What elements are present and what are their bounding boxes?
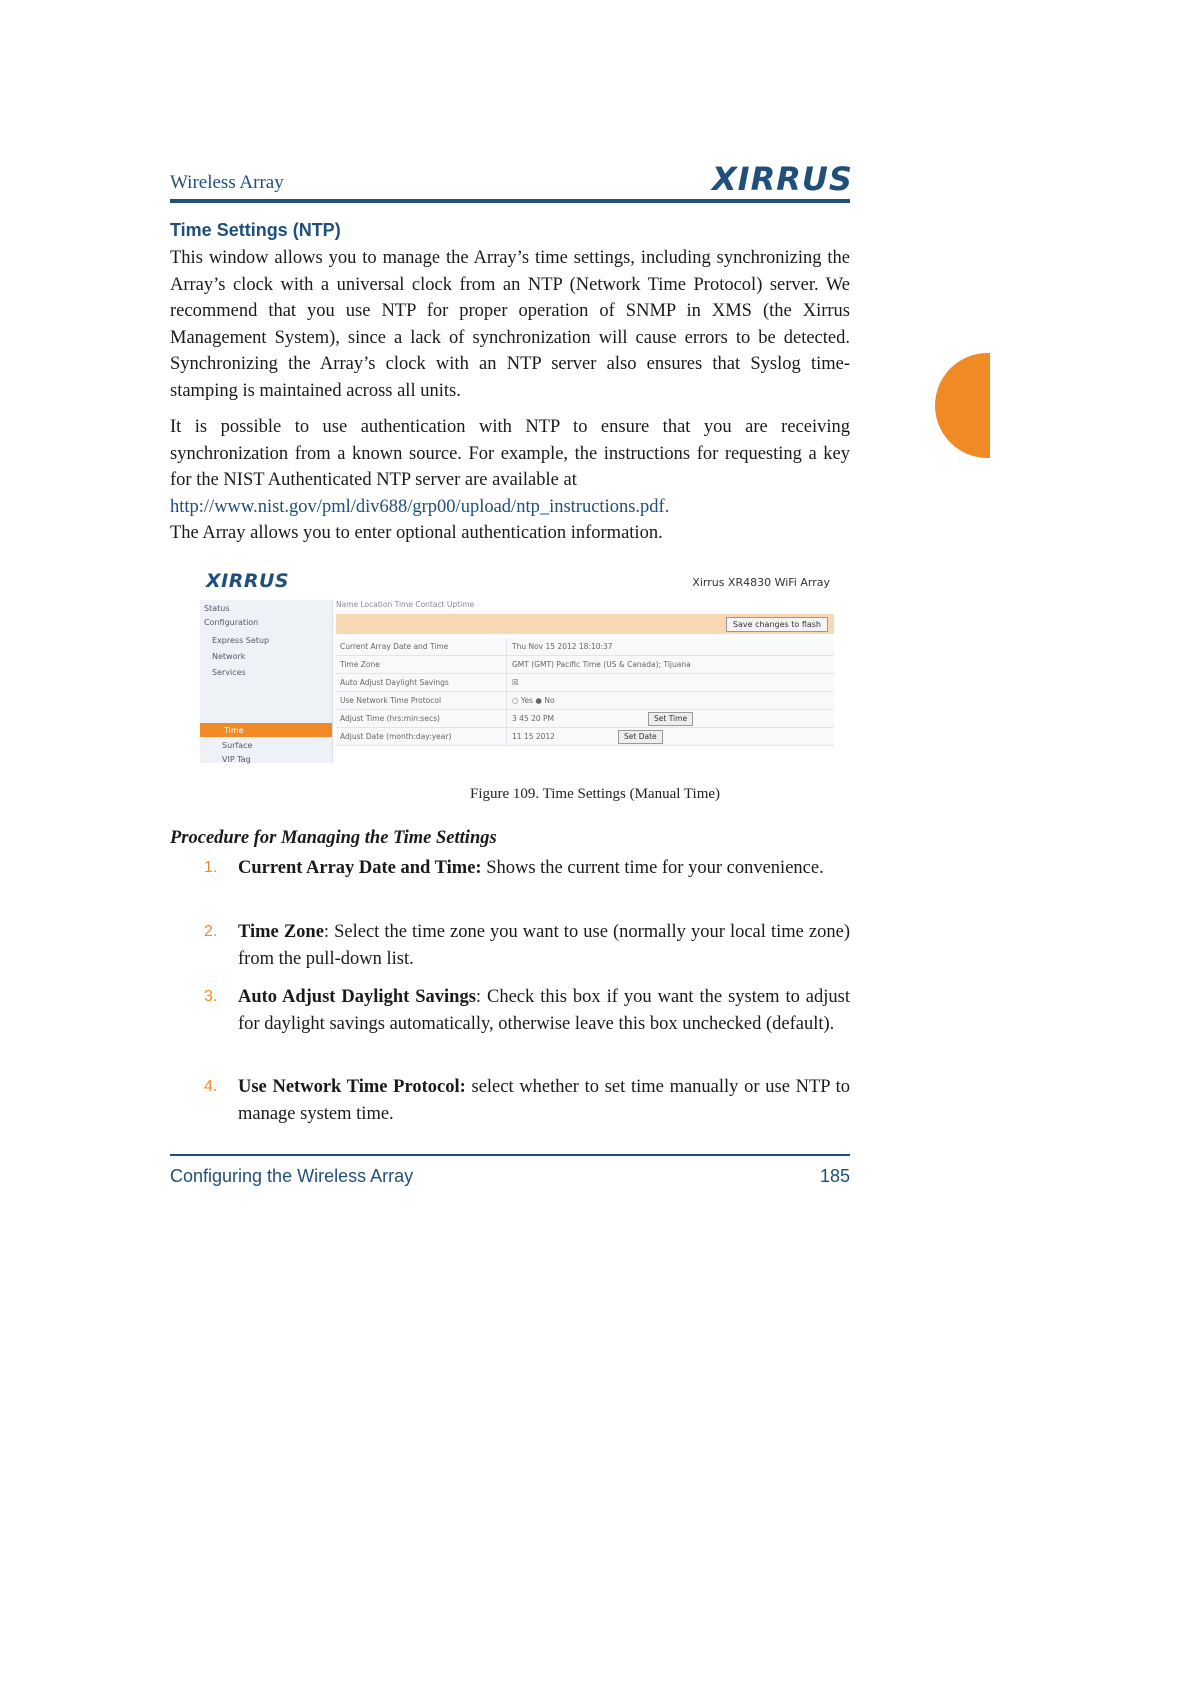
figure-nav-item[interactable]: Services bbox=[212, 668, 246, 677]
daylight-checkbox[interactable]: ☒ bbox=[512, 678, 519, 687]
step-text: : Check this box if you want the system to adjust for daylight savings automatically, otherwise leave this box unchecked (default). bbox=[238, 987, 850, 1034]
table-row bbox=[336, 674, 834, 692]
step-term: Use Network Time Protocol: bbox=[238, 1077, 466, 1097]
step-term: Time Zone bbox=[238, 922, 324, 942]
set-time-button[interactable]: Set Time bbox=[648, 712, 693, 726]
figure-nav-item[interactable]: Network bbox=[212, 652, 246, 661]
footer-chapter: Configuring the Wireless Array bbox=[170, 1166, 414, 1186]
step-text: : Select the time zone you want to use (normally your local time zone) from the pull-down list. bbox=[238, 922, 850, 969]
table-row bbox=[336, 710, 834, 728]
row-label: Time Zone bbox=[340, 660, 380, 669]
procedure-step bbox=[204, 1074, 850, 1127]
figure-status-strip: Name Location Time Contact Uptime bbox=[336, 600, 475, 609]
procedure-title: Procedure for Managing the Time Settings bbox=[170, 828, 497, 848]
step-number: 1. bbox=[204, 859, 218, 876]
auth-paragraph bbox=[170, 414, 850, 547]
set-date-button[interactable]: Set Date bbox=[618, 730, 663, 744]
running-header-title: Wireless Array bbox=[170, 172, 284, 193]
figure-caption: Figure 109. Time Settings (Manual Time) bbox=[469, 786, 721, 802]
auth-paragraph-end: The Array allows you to enter optional authentication information. bbox=[170, 523, 663, 543]
row-value: Thu Nov 15 2012 18:10:37 bbox=[512, 642, 613, 651]
intro-paragraph: This window allows you to manage the Array’s time settings, including synchronizing the Array’s clock with a universal clock from an NTP (Network Time Protocol) server. We recommend that you use NTP for proper operation of SNMP in XMS (the Xirrus Management System), since a lack of synchronization will cause errors to be detected. Synchronizing the Array’s clock with an NTP server also ensures that Syslog time-stamping is maintained across all units. bbox=[170, 248, 850, 401]
ntp-instructions-link[interactable]: http://www.nist.gov/pml/div688/grp00/upload/ntp_instructions.pdf. bbox=[170, 496, 670, 517]
row-label: Adjust Date (month:day:year) bbox=[340, 732, 452, 741]
date-inputs[interactable]: 11 15 2012 bbox=[512, 732, 555, 741]
step-number: 4. bbox=[204, 1078, 218, 1095]
figure-nav-item-selected[interactable]: Time bbox=[224, 726, 244, 735]
figure-nav-item[interactable]: Configuration bbox=[204, 618, 259, 627]
time-inputs[interactable]: 3 45 20 PM bbox=[512, 714, 555, 723]
procedure-step bbox=[204, 984, 850, 1037]
row-label: Current Array Date and Time bbox=[340, 642, 449, 651]
figure-nav-selected-highlight bbox=[200, 723, 332, 737]
table-row bbox=[336, 728, 834, 746]
step-term: Current Array Date and Time: bbox=[238, 858, 482, 878]
figure-nav-item[interactable]: Status bbox=[204, 604, 230, 613]
table-row bbox=[336, 656, 834, 674]
step-number: 2. bbox=[204, 923, 218, 940]
table-row bbox=[336, 638, 834, 656]
step-text: Shows the current time for your convenience. bbox=[481, 858, 824, 878]
step-number: 3. bbox=[204, 988, 218, 1005]
page-number: 185 bbox=[819, 1166, 850, 1186]
xirrus-logo: XIRRUS bbox=[712, 160, 853, 198]
figure-xirrus-logo: XIRRUS bbox=[206, 570, 290, 592]
header-rule bbox=[170, 199, 850, 203]
ntp-radio-group[interactable]: ○ Yes ● No bbox=[512, 696, 555, 705]
figure-nav-item[interactable]: Surface bbox=[222, 741, 253, 750]
step-text: select whether to set time manually or use NTP to manage system time. bbox=[238, 1077, 850, 1124]
figure-nav-item[interactable]: Express Setup bbox=[212, 636, 270, 645]
auth-paragraph-text: It is possible to use authentication with NTP to ensure that you are receiving synchronization from a known source. For example, the instructions for requesting a key for the NIST Authenticated NTP server are available at bbox=[170, 417, 850, 490]
row-label: Adjust Time (hrs:min:secs) bbox=[340, 714, 440, 723]
figure-settings-table bbox=[336, 638, 834, 746]
section-title: Time Settings (NTP) bbox=[170, 220, 341, 240]
figure-product-name: Xirrus XR4830 WiFi Array bbox=[692, 576, 830, 589]
step-term: Auto Adjust Daylight Savings bbox=[238, 987, 476, 1007]
figure-screenshot bbox=[200, 570, 836, 765]
save-to-flash-button[interactable]: Save changes to flash bbox=[726, 617, 828, 632]
table-row bbox=[336, 692, 834, 710]
figure-nav-panel bbox=[200, 600, 333, 763]
procedure-step bbox=[204, 919, 850, 972]
figure-action-bar bbox=[336, 614, 834, 634]
row-label: Use Network Time Protocol bbox=[340, 696, 442, 705]
footer-rule bbox=[170, 1154, 850, 1156]
chapter-tab bbox=[935, 353, 990, 458]
time-zone-select[interactable]: GMT (GMT) Pacific Time (US & Canada); Tijuana bbox=[512, 660, 691, 669]
figure-nav-item[interactable]: VIP Tag bbox=[222, 755, 251, 764]
row-label: Auto Adjust Daylight Savings bbox=[340, 678, 449, 687]
procedure-step bbox=[204, 855, 850, 882]
